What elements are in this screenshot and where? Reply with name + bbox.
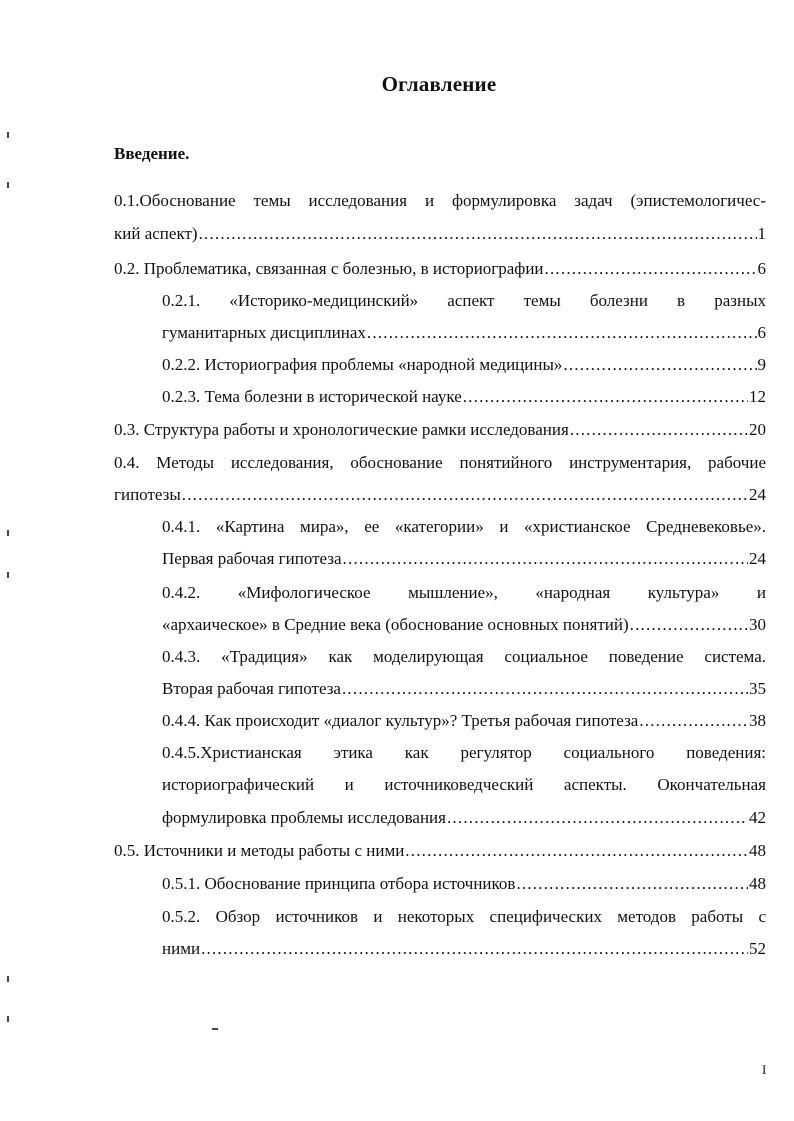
toc-entry-0-4-5-line1: 0.4.5.Христианская этика как регулятор социального поведения: — [162, 743, 766, 762]
toc-entry-0-4-1-line1: 0.4.1. «Картина мира», ее «категории» и «христианское Средневековье». — [162, 517, 766, 536]
toc-entry-0-4-1-line2: Первая рабочая гипотеза — [162, 549, 342, 568]
toc-entry-0-4-line1: 0.4. Методы исследования, обоснование понятийного инструментария, рабочие — [114, 453, 766, 472]
toc-entry-0-4-3-page: 35 — [749, 679, 766, 698]
toc-entry-0-2-3-text: 0.2.3. Тема болезни в исторической науке — [162, 387, 462, 406]
dot-leader — [405, 840, 748, 862]
scan-mark — [212, 1028, 218, 1030]
dot-leader — [343, 548, 748, 570]
dot-leader — [570, 419, 748, 441]
toc-entry-0-4-4-page: 38 — [749, 711, 766, 730]
toc-entry-0-4[interactable] — [114, 484, 766, 506]
toc-entry-0-5-2-line1: 0.5.2. Обзор источников и некоторых специфических методов работы с — [162, 907, 766, 926]
scan-mark — [7, 182, 9, 188]
page-title: Оглавление — [381, 72, 497, 96]
toc-entry-0-2-2-page: 9 — [757, 355, 766, 374]
toc-entry-0-1[interactable] — [114, 223, 766, 245]
dot-leader — [639, 710, 748, 732]
toc-entry-0-4-3[interactable] — [162, 678, 766, 700]
toc-entry-0-5-1-page: 48 — [749, 874, 766, 893]
toc-entry-0-5-1-text: 0.5.1. Обоснование принципа отбора источников — [162, 874, 516, 893]
toc-entry-0-5-2[interactable] — [162, 938, 766, 960]
toc-entry-0-2-3[interactable] — [162, 386, 766, 408]
toc-entry-0-2-3-page: 12 — [749, 387, 766, 406]
toc-entry-0-4-1-page: 24 — [749, 549, 766, 568]
toc-entry-0-5-1[interactable] — [162, 873, 766, 895]
toc-entry-0-4-4-text: 0.4.4. Как происходит «диалог культур»? Третья рабочая гипотеза — [162, 711, 639, 730]
toc-entry-0-2-page: 6 — [757, 259, 766, 278]
toc-entry-0-1-page: 1 — [757, 224, 766, 243]
scan-mark — [7, 976, 9, 982]
page-number: I — [762, 1062, 767, 1077]
toc-entry-0-4-5-line2: историографический и источниковедческий аспекты. Окончательная — [162, 775, 766, 794]
dot-leader — [342, 678, 748, 700]
toc-entry-0-2-1-page: 6 — [757, 323, 766, 342]
toc-entry-0-5-text: 0.5. Источники и методы работы с ними — [114, 841, 405, 860]
toc-entry-0-2[interactable] — [114, 258, 766, 280]
toc-entry-0-1-line2: кий аспект) — [114, 224, 198, 243]
dot-leader — [199, 223, 757, 245]
toc-entry-0-4-2-line1: 0.4.2. «Мифологическое мышление», «народная культура» и — [162, 583, 766, 602]
dot-leader — [201, 938, 748, 960]
toc-entry-0-1-line1: 0.1.Обоснование темы исследования и формулировка задач (эпистемологичес- — [114, 191, 766, 210]
toc-entry-0-4-5-line3: формулировка проблемы исследования — [162, 808, 446, 827]
toc-entry-0-5-2-page: 52 — [749, 939, 766, 958]
toc-entry-0-4-4[interactable] — [162, 710, 766, 732]
toc-entry-0-2-1-line1: 0.2.1. «Историко-медицинский» аспект темы болезни в разных — [162, 291, 766, 310]
toc-entry-0-3-text: 0.3. Структура работы и хронологические рамки исследования — [114, 420, 569, 439]
toc-entry-0-2-1[interactable] — [162, 322, 766, 344]
dot-leader — [182, 484, 748, 506]
toc-entry-0-4-1[interactable] — [162, 548, 766, 570]
toc-entry-0-2-2-text: 0.2.2. Историография проблемы «народной медицины» — [162, 355, 563, 374]
dot-leader — [545, 258, 757, 280]
scan-mark — [7, 530, 9, 536]
toc-entry-0-3-page: 20 — [749, 420, 766, 439]
dot-leader — [463, 386, 748, 408]
toc-entry-0-5[interactable] — [114, 840, 766, 862]
toc-entry-0-3[interactable] — [114, 419, 766, 441]
dot-leader — [516, 873, 748, 895]
toc-entry-0-4-2-page: 30 — [749, 615, 766, 634]
dot-leader — [563, 354, 756, 376]
toc-entry-0-2-1-line2: гуманитарных дисциплинах — [162, 323, 366, 342]
toc-entry-0-4-page: 24 — [749, 485, 766, 504]
toc-entry-0-4-2-line2: «архаическое» в Средние века (обоснование основных понятий) — [162, 615, 629, 634]
toc-entry-0-4-5[interactable] — [162, 807, 766, 829]
dot-leader — [447, 807, 748, 829]
toc-entry-0-4-2[interactable] — [162, 614, 766, 636]
toc-entry-0-5-2-line2: ними — [162, 939, 201, 958]
toc-entry-0-4-3-line1: 0.4.3. «Традиция» как моделирующая социальное поведение система. — [162, 647, 766, 666]
scan-mark — [7, 1016, 9, 1022]
dot-leader — [367, 322, 757, 344]
toc-entry-0-4-5-page: 42 — [749, 808, 766, 827]
scan-mark — [7, 132, 9, 138]
toc-entry-0-2-2[interactable] — [162, 354, 766, 376]
toc-entry-0-5-page: 48 — [749, 841, 766, 860]
toc-entry-0-4-3-line2: Вторая рабочая гипотеза — [162, 679, 341, 698]
scan-mark — [7, 572, 9, 578]
toc-entry-0-4-line2: гипотезы — [114, 485, 181, 504]
toc-entry-0-2-text: 0.2. Проблематика, связанная с болезнью, в историографии — [114, 259, 544, 278]
dot-leader — [630, 614, 748, 636]
introduction-heading: Введение. — [114, 144, 190, 163]
